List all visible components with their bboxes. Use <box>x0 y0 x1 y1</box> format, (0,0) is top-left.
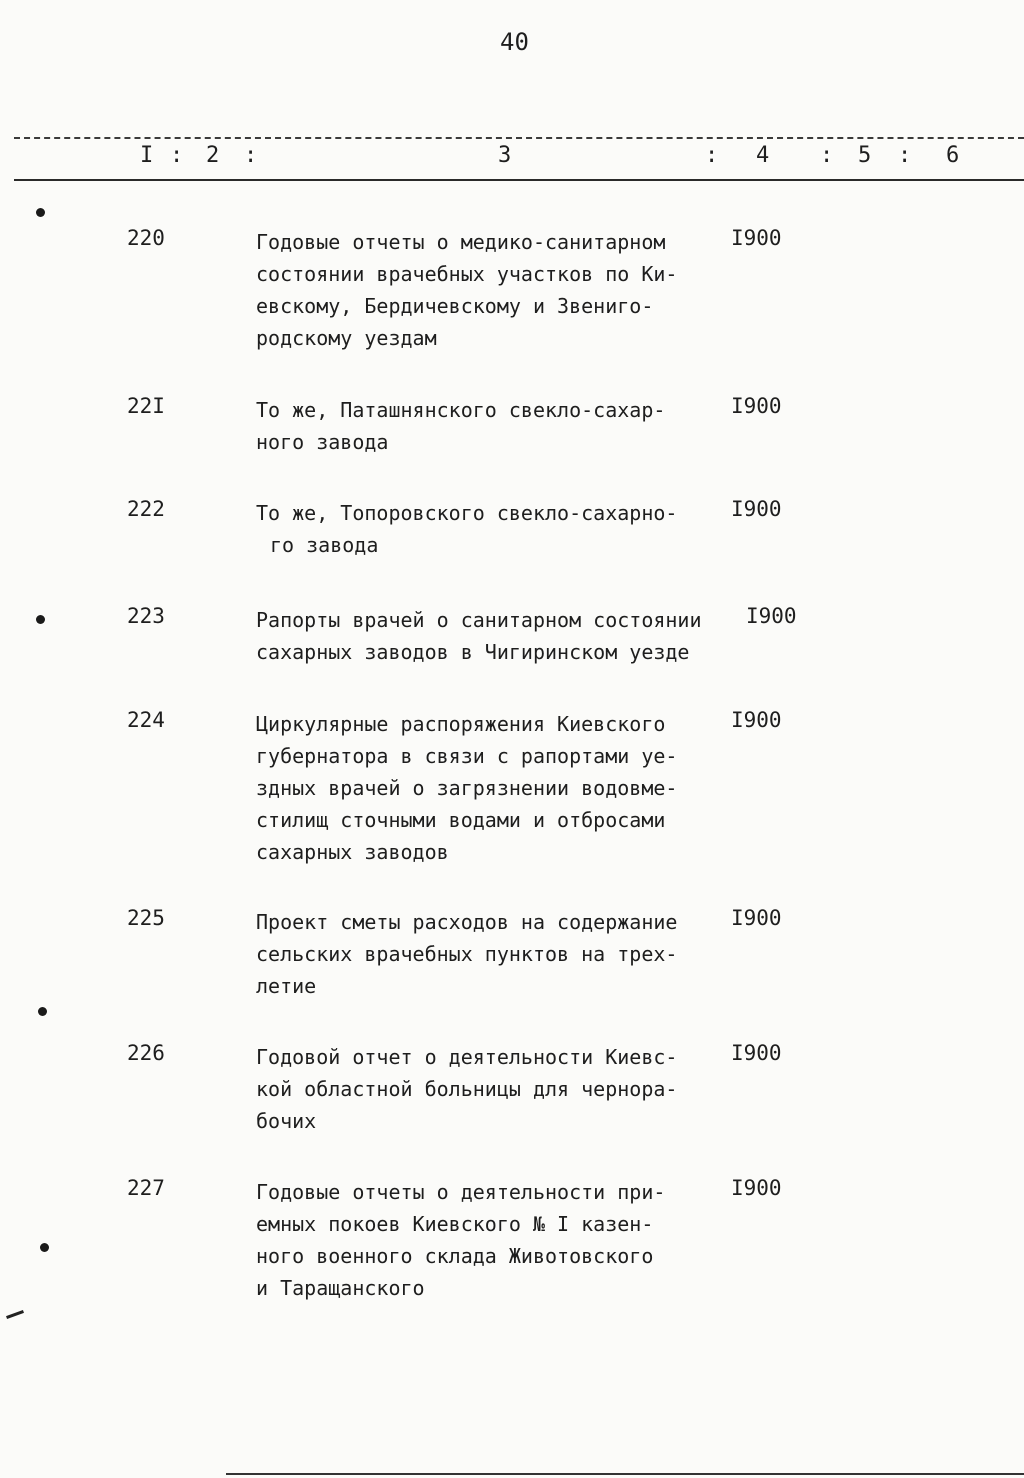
description-line: губернатора в связи с рапортами уе- <box>256 744 678 768</box>
description-line: летие <box>256 974 317 998</box>
column-header-5: 5 <box>858 143 873 168</box>
description-line: сахарных заводов в Чигиринском уезде <box>256 640 690 664</box>
page-number: 40 <box>500 28 529 56</box>
description-line: Годовой отчет о деятельности Киевс- <box>256 1045 678 1069</box>
binding-hole-mark <box>36 615 45 624</box>
description-line: Годовые отчеты о деятельности при- <box>256 1180 666 1204</box>
header-top-rule <box>14 137 1024 139</box>
description-line: сахарных заводов <box>256 840 449 864</box>
record-description <box>256 226 677 354</box>
record-year: I900 <box>731 226 782 250</box>
column-separator: : <box>244 143 258 168</box>
column-separator: : <box>820 143 834 168</box>
margin-stroke-mark <box>6 1310 24 1319</box>
description-line: кой областной больницы для чернора- <box>256 1077 678 1101</box>
description-line: ного завода <box>256 430 389 454</box>
record-year: I900 <box>731 906 782 930</box>
description-line: То же, Топоровского свекло-сахарно- <box>256 501 678 525</box>
description-line: Циркулярные распоряжения Киевского <box>256 712 666 736</box>
description-line: Годовые отчеты о медико-санитарном <box>256 230 666 254</box>
record-year: I900 <box>731 497 782 521</box>
description-line: го завода <box>270 533 379 557</box>
description-line: евскому, Бердичевскому и Звениго- <box>256 294 654 318</box>
record-description <box>256 906 677 1002</box>
record-number: 227 <box>127 1176 165 1200</box>
column-separator: : <box>898 143 912 168</box>
description-line: и Таращанского <box>256 1276 425 1300</box>
record-year: I900 <box>731 708 782 732</box>
record-number: 22I <box>127 394 165 418</box>
column-header-1: I <box>140 143 155 168</box>
record-year: I900 <box>731 1176 782 1200</box>
description-line: ного военного склада Животовского <box>256 1244 654 1268</box>
description-line: То же, Паташнянского свекло-сахар- <box>256 398 666 422</box>
record-number: 220 <box>127 226 165 250</box>
record-number: 224 <box>127 708 165 732</box>
record-description <box>256 1176 665 1304</box>
description-line: сельских врачебных пунктов на трех- <box>256 942 678 966</box>
description-line: емных покоев Киевского № I казен- <box>256 1212 654 1236</box>
record-description <box>256 1041 677 1137</box>
record-year: I900 <box>731 1041 782 1065</box>
description-line: здных врачей о загрязнении водовме- <box>256 776 678 800</box>
header-bottom-rule <box>14 179 1024 181</box>
record-number: 222 <box>127 497 165 521</box>
record-number: 226 <box>127 1041 165 1065</box>
record-year: I900 <box>731 394 782 418</box>
binding-hole-mark <box>40 1243 49 1252</box>
column-header-3: 3 <box>498 143 513 168</box>
record-number: 223 <box>127 604 165 628</box>
record-number: 225 <box>127 906 165 930</box>
column-header-6: 6 <box>946 143 961 168</box>
column-header-2: 2 <box>206 143 221 168</box>
description-line: стилищ сточными водами и отбросами <box>256 808 666 832</box>
record-year: I900 <box>746 604 797 628</box>
column-separator: : <box>705 143 719 168</box>
description-line: Рапорты врачей о санитарном состоянии <box>256 608 702 632</box>
description-line: состоянии врачебных участков по Ки- <box>256 262 678 286</box>
binding-hole-mark <box>38 1007 47 1016</box>
record-description <box>256 604 702 668</box>
record-description <box>256 497 677 561</box>
record-description <box>256 708 677 868</box>
description-line: родскому уездам <box>256 326 437 350</box>
description-line: Проект сметы расходов на содержание <box>256 910 678 934</box>
bottom-edge-line <box>226 1473 1024 1475</box>
column-separator: : <box>170 143 184 168</box>
record-description <box>256 394 665 458</box>
column-header-4: 4 <box>756 143 771 168</box>
description-line: бочих <box>256 1109 317 1133</box>
binding-hole-mark <box>36 208 45 217</box>
